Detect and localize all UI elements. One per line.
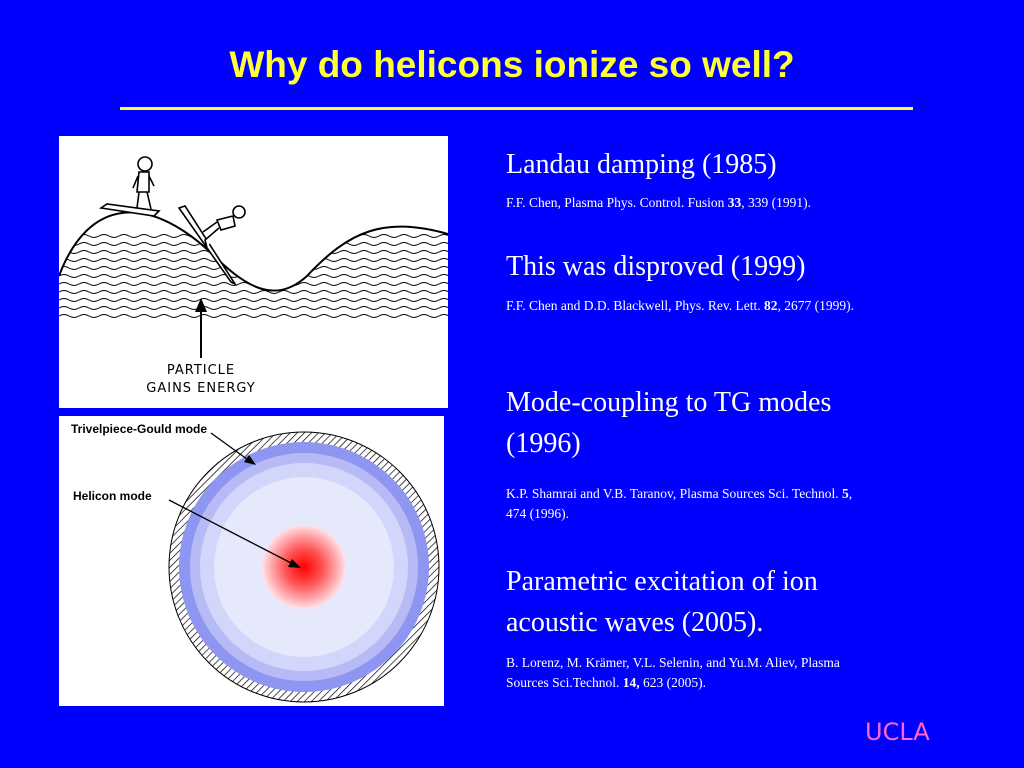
title-underline (120, 107, 913, 110)
item-4-heading: Parametric excitation of ion acoustic waves (2005). (506, 566, 818, 638)
item-4-reference: B. Lorenz, M. Krämer, V.L. Selenin, and Yu.M. Aliev, Plasma Sources Sci.Technol. 14, 623 (2005). (506, 655, 840, 690)
surfer-wave-figure (59, 136, 448, 408)
helicon-core (262, 525, 346, 609)
item-3-heading: Mode-coupling to TG modes (1996) (506, 387, 832, 459)
caption-line-2: GAINS ENERGY (146, 381, 256, 396)
slide-title: Why do helicons ionize so well? (229, 44, 795, 85)
item-1-heading: Landau damping (1985) (506, 149, 777, 180)
item-2-reference: F.F. Chen and D.D. Blackwell, Phys. Rev. Lett. 82, 2677 (1999). (506, 298, 854, 313)
wave-curve (59, 212, 448, 290)
water-ripples (59, 235, 448, 318)
standing-surfer-icon (101, 157, 159, 216)
item-2-heading: This was disproved (1999) (506, 251, 806, 282)
item-1-reference: F.F. Chen, Plasma Phys. Control. Fusion 33, 339 (1991). (506, 195, 811, 210)
mode-cross-section-figure (59, 416, 444, 706)
caption-line-1: PARTICLE (166, 363, 236, 378)
sliding-surfer-icon (179, 206, 245, 284)
label-tg-mode: Trivelpiece-Gould mode (71, 422, 208, 436)
ucla-logo: UCLA (865, 718, 930, 746)
label-helicon-mode: Helicon mode (73, 489, 152, 503)
item-3-reference: K.P. Shamrai and V.B. Taranov, Plasma Sources Sci. Technol. 5, 474 (1996). (506, 486, 853, 521)
